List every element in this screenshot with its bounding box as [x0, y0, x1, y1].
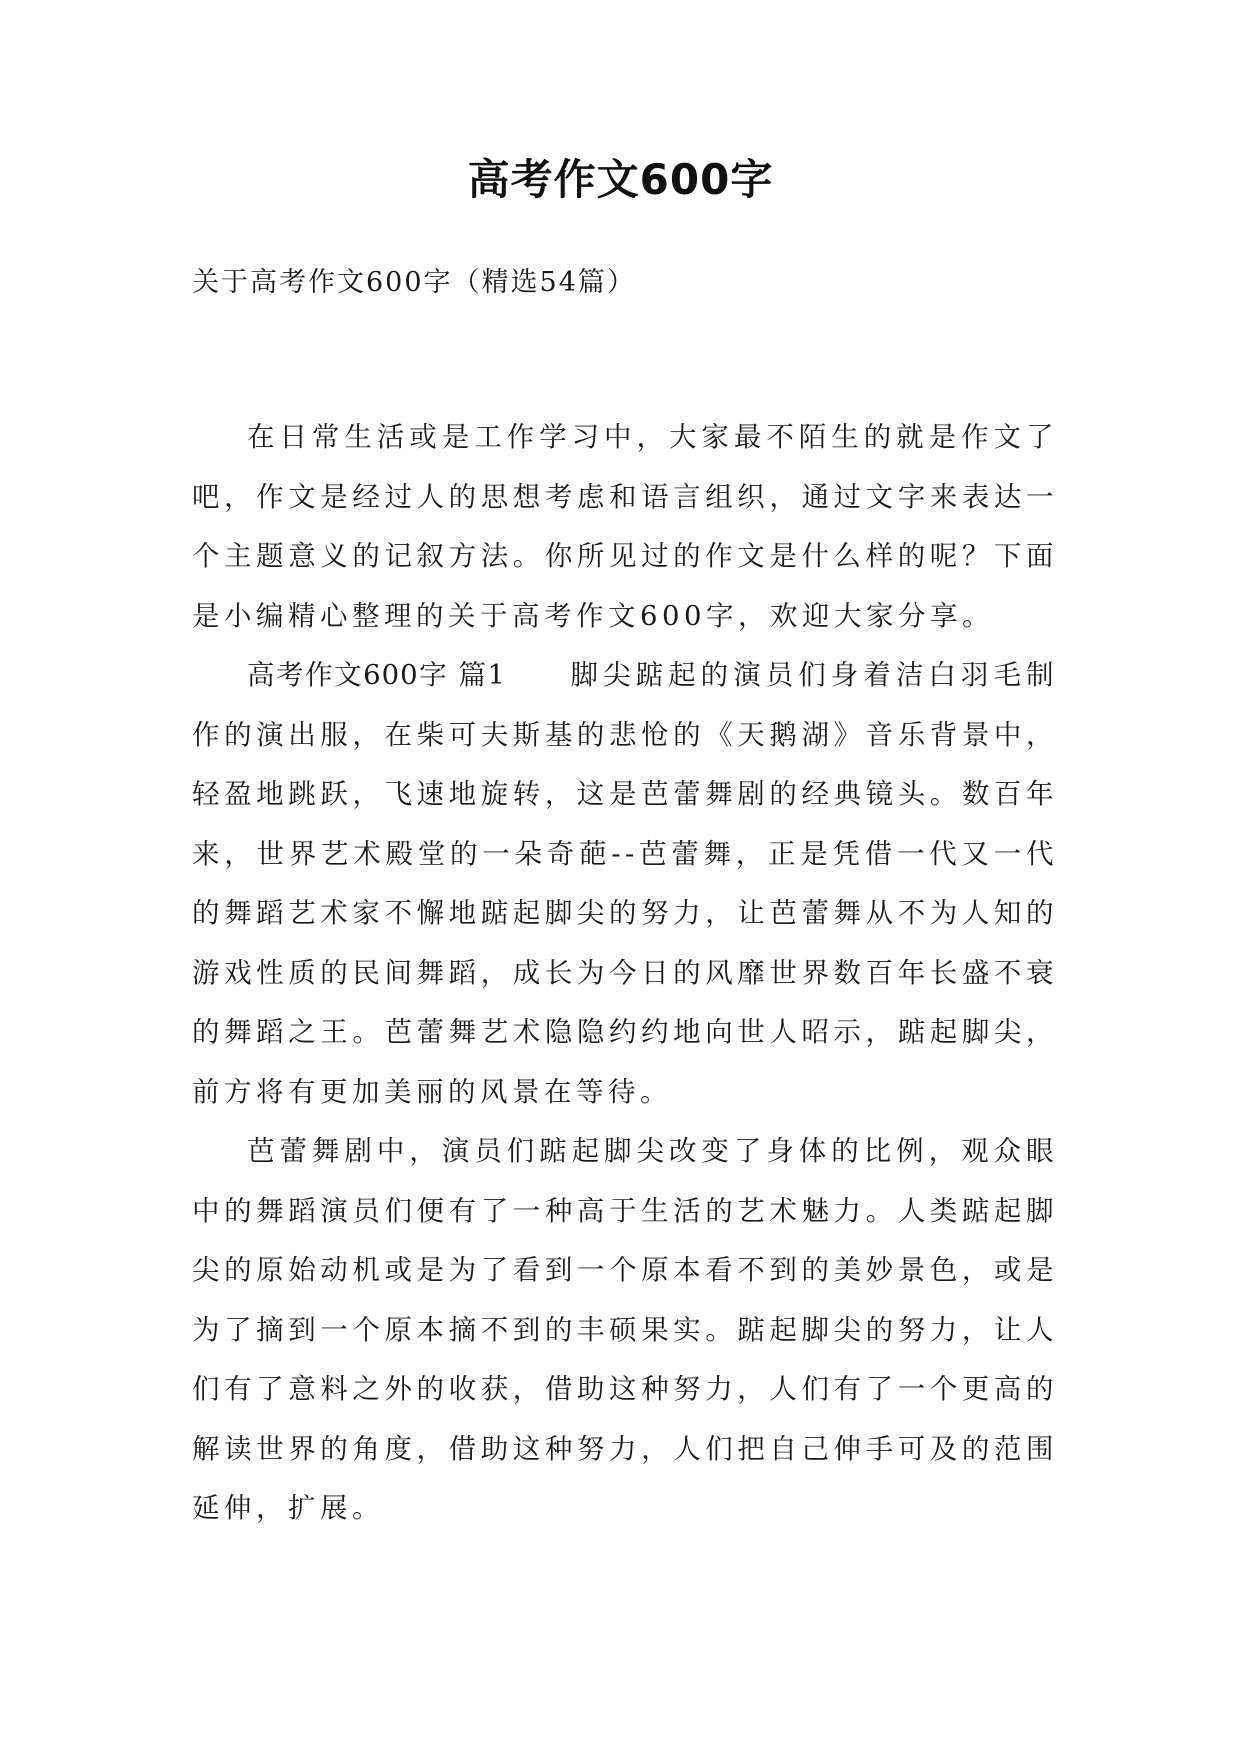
page-title: 高考作文600字 — [467, 155, 774, 204]
essay-paragraph — [192, 1122, 1058, 1539]
paragraph-text: 脚尖踮起的演员们身着洁白羽毛制作的演出服，在柴可夫斯基的悲怆的《天鹅湖》音乐背景中，轻盈地跳跃，飞速地旋转，这是芭蕾舞剧的经典镜头。数百年来，世界艺术殿堂的一朵奇葩--芭蕾舞，正是凭借一代又一代的舞蹈艺术家不懈地踮起脚尖的努力，让芭蕾舞从不为人知的游戏性质的民间舞蹈，成长为今日的风靡世界数百年长盛不衰的舞蹈之王。芭蕾舞艺术隐隐约约地向世人昭示，踮起脚尖，前方将有更加美丽的风景在等待。 — [192, 659, 1058, 1108]
essay-paragraph — [192, 646, 1058, 1122]
paragraph-text: 芭蕾舞剧中，演员们踮起脚尖改变了身体的比例，观众眼中的舞蹈演员们便有了一种高于生活的艺术魅力。人类踮起脚尖的原始动机或是为了看到一个原本看不到的美妙景色，或是为了摘到一个原本摘不到的丰硕果实。踮起脚尖的努力，让人们有了意料之外的收获，借助这种努力，人们有了一个更高的解读世界的角度，借助这种努力，人们把自己伸手可及的范围延伸，扩展。 — [192, 1135, 1058, 1524]
section-heading: 高考作文600字 篇1 — [247, 659, 506, 691]
paragraph-text: 在日常生活或是工作学习中，大家最不陌生的就是作文了吧，作文是经过人的思想考虑和语言组织，通过文字来表达一个主题意义的记叙方法。你所见过的作文是什么样的呢？下面是小编精心整理的关于高考作文600字，欢迎大家分享。 — [192, 421, 1058, 632]
document-body — [192, 408, 1058, 1539]
intro-paragraph — [192, 408, 1058, 646]
document-subtitle: 关于高考作文600字（精选54篇） — [192, 267, 636, 298]
